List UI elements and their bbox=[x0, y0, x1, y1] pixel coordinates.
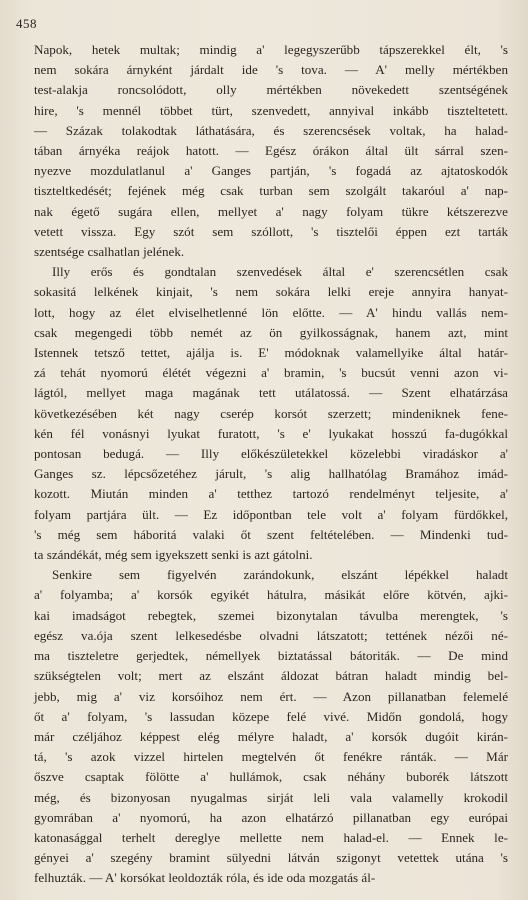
text-line: — Százak tolakodtak láthatására, és szerencsések voltak, ha halad- bbox=[34, 122, 508, 138]
text-line: szentsége csalhatlan jelének. bbox=[34, 244, 185, 260]
text-line: Istennek tetsző tettet, ajálja is. E' módoknak valamellyike által határ- bbox=[34, 345, 508, 361]
paragraph bbox=[34, 565, 508, 888]
body-text bbox=[34, 40, 508, 889]
paragraph bbox=[34, 262, 508, 565]
text-line: felhuzták. — A' korsókat leoldozták róla, és ide oda mozgatás ál- bbox=[34, 870, 376, 886]
text-line: a' folyamba; a' korsók egyikét hátulra, másikát előre kötvén, ajki- bbox=[34, 587, 508, 603]
paragraph bbox=[34, 40, 508, 262]
text-line: ma tiszteletre gerjedtek, némellyek biztatással bátoriták. — De mind bbox=[34, 648, 508, 664]
text-line: kai imadságot rebegtek, szemei bizonytalan távulba merengtek, 's bbox=[34, 607, 508, 623]
page-number: 458 bbox=[16, 16, 37, 31]
text-line: őt a' folyam, 's lassudan közepe felé vivé. Midőn gondolá, hogy bbox=[34, 708, 508, 724]
text-line: nyezve mozdulatlanul a' Ganges partján, 's fogadá az ajtatoskodók bbox=[34, 163, 508, 179]
text-line: lott, hogy az élet elviselhetlenné lön előtte. — A' hindu vallás nem- bbox=[34, 304, 508, 320]
text-line: pontosan bedugá. — Illy előkészületekkel közelebbi viradáskor a' bbox=[34, 446, 508, 462]
text-line: kozott. Miután minden a' tetthez tartozó rendelményt teljesite, a' bbox=[34, 486, 508, 502]
text-line: tá, 's azok vizzel hirtelen megtelvén őt fenékre ránták. — Már bbox=[34, 749, 508, 765]
text-line: kén fél vonásnyi lyukat furatott, 's e' lyukakat hosszú fa-dugókkal bbox=[34, 425, 508, 441]
text-line: már czéljához képpest elég mélyre haladt, a' korsók dugóit kirán- bbox=[34, 728, 508, 744]
text-line: gyomrában a' nyomorú, ha azon elhatárzó pillanatban egy európai bbox=[34, 809, 508, 825]
text-line: következésében két nagy cserép korsót szerzett; mindeniknek fene- bbox=[34, 405, 508, 421]
text-line: tában árnyéka reájok hatott. — Egész órákon által ült sárral szen- bbox=[34, 143, 508, 159]
text-line: 's még sem háboritá valaki őt szent feltételében. — Mindenki tud- bbox=[34, 526, 508, 542]
text-line: zá tehát nyomorú élétét végezni a' bramin, 's bucsút venni azon vi- bbox=[34, 365, 508, 381]
text-line: Ganges sz. lépcsőzetéhez járult, 's alig hallhatólag Bramához imád- bbox=[34, 466, 508, 482]
text-line: jebb, mig a' viz korsóihoz nem ért. — Azon pillanatban felemelé bbox=[34, 688, 508, 704]
text-line: hire, 's mennél többet türt, szenvedett, annyival inkább tiszteltetett. bbox=[34, 102, 508, 118]
text-line: gényei a' szegény bramint sülyedni látván szigonyt vetettek utána 's bbox=[34, 850, 508, 866]
text-line: szükségtelen volt; mert az elszánt áldozat bátran haladt mindig bel- bbox=[34, 668, 508, 684]
text-line: vetett vissza. Egy szót sem szóllott, 's tisztelői éppen ezt tarták bbox=[34, 223, 508, 239]
text-line: csak megengedi több nemét az ön gyilkosságnak, hanem azt, mint bbox=[34, 324, 508, 340]
text-line: katonasággal terhelt dereglye mellette nem halad-el. — Ennek le- bbox=[34, 829, 508, 845]
text-line: még, és bizonyosan nyugalmas sirját leli vala valamelly krokodil bbox=[34, 789, 508, 805]
text-line: őszve csaptak fölötte a' hullámok, csak néhány buborék látszott bbox=[34, 769, 508, 785]
text-line: egész va.ója szent lelkesedésbe olvadni látszatott; tettének nézői né- bbox=[34, 627, 508, 643]
text-line: Illy erős és gondtalan szenvedések által e' szerencsétlen csak bbox=[52, 264, 508, 280]
text-line: lágtól, mellyet maga magának tett utálatossá. — Szent elhatárzása bbox=[34, 385, 508, 401]
text-line: nak égető sugára ellen, mellyet a' nagy folyam tükre kétszerezve bbox=[34, 203, 508, 219]
text-line: folyam partjára ült. — Ez időpontban tele volt a' folyam fürdőkkel, bbox=[34, 506, 508, 522]
text-line: nem sokára árnyként járdalt ide 's tova. — A' melly mértékben bbox=[34, 62, 508, 78]
text-line: test-alakja roncsolódott, olly mértékben növekedett szentségének bbox=[34, 82, 508, 98]
text-line: Senkire sem figyelvén zarándokunk, elszánt lépékkel haladt bbox=[52, 567, 508, 583]
text-line: tiszteltkedését; fejének még csak turban sem szolgált takaróul a' nap- bbox=[34, 183, 508, 199]
text-line: ta szándékát, még sem igyekszett senki is azt gátolni. bbox=[34, 547, 313, 563]
text-line: Napok, hetek multak; mindig a' legegyszerűbb tápszerekkel élt, 's bbox=[34, 42, 508, 57]
text-line: sokasitá lelkének kinjait, 's nem sokára lelki ereje annyira hanyat- bbox=[34, 284, 508, 300]
